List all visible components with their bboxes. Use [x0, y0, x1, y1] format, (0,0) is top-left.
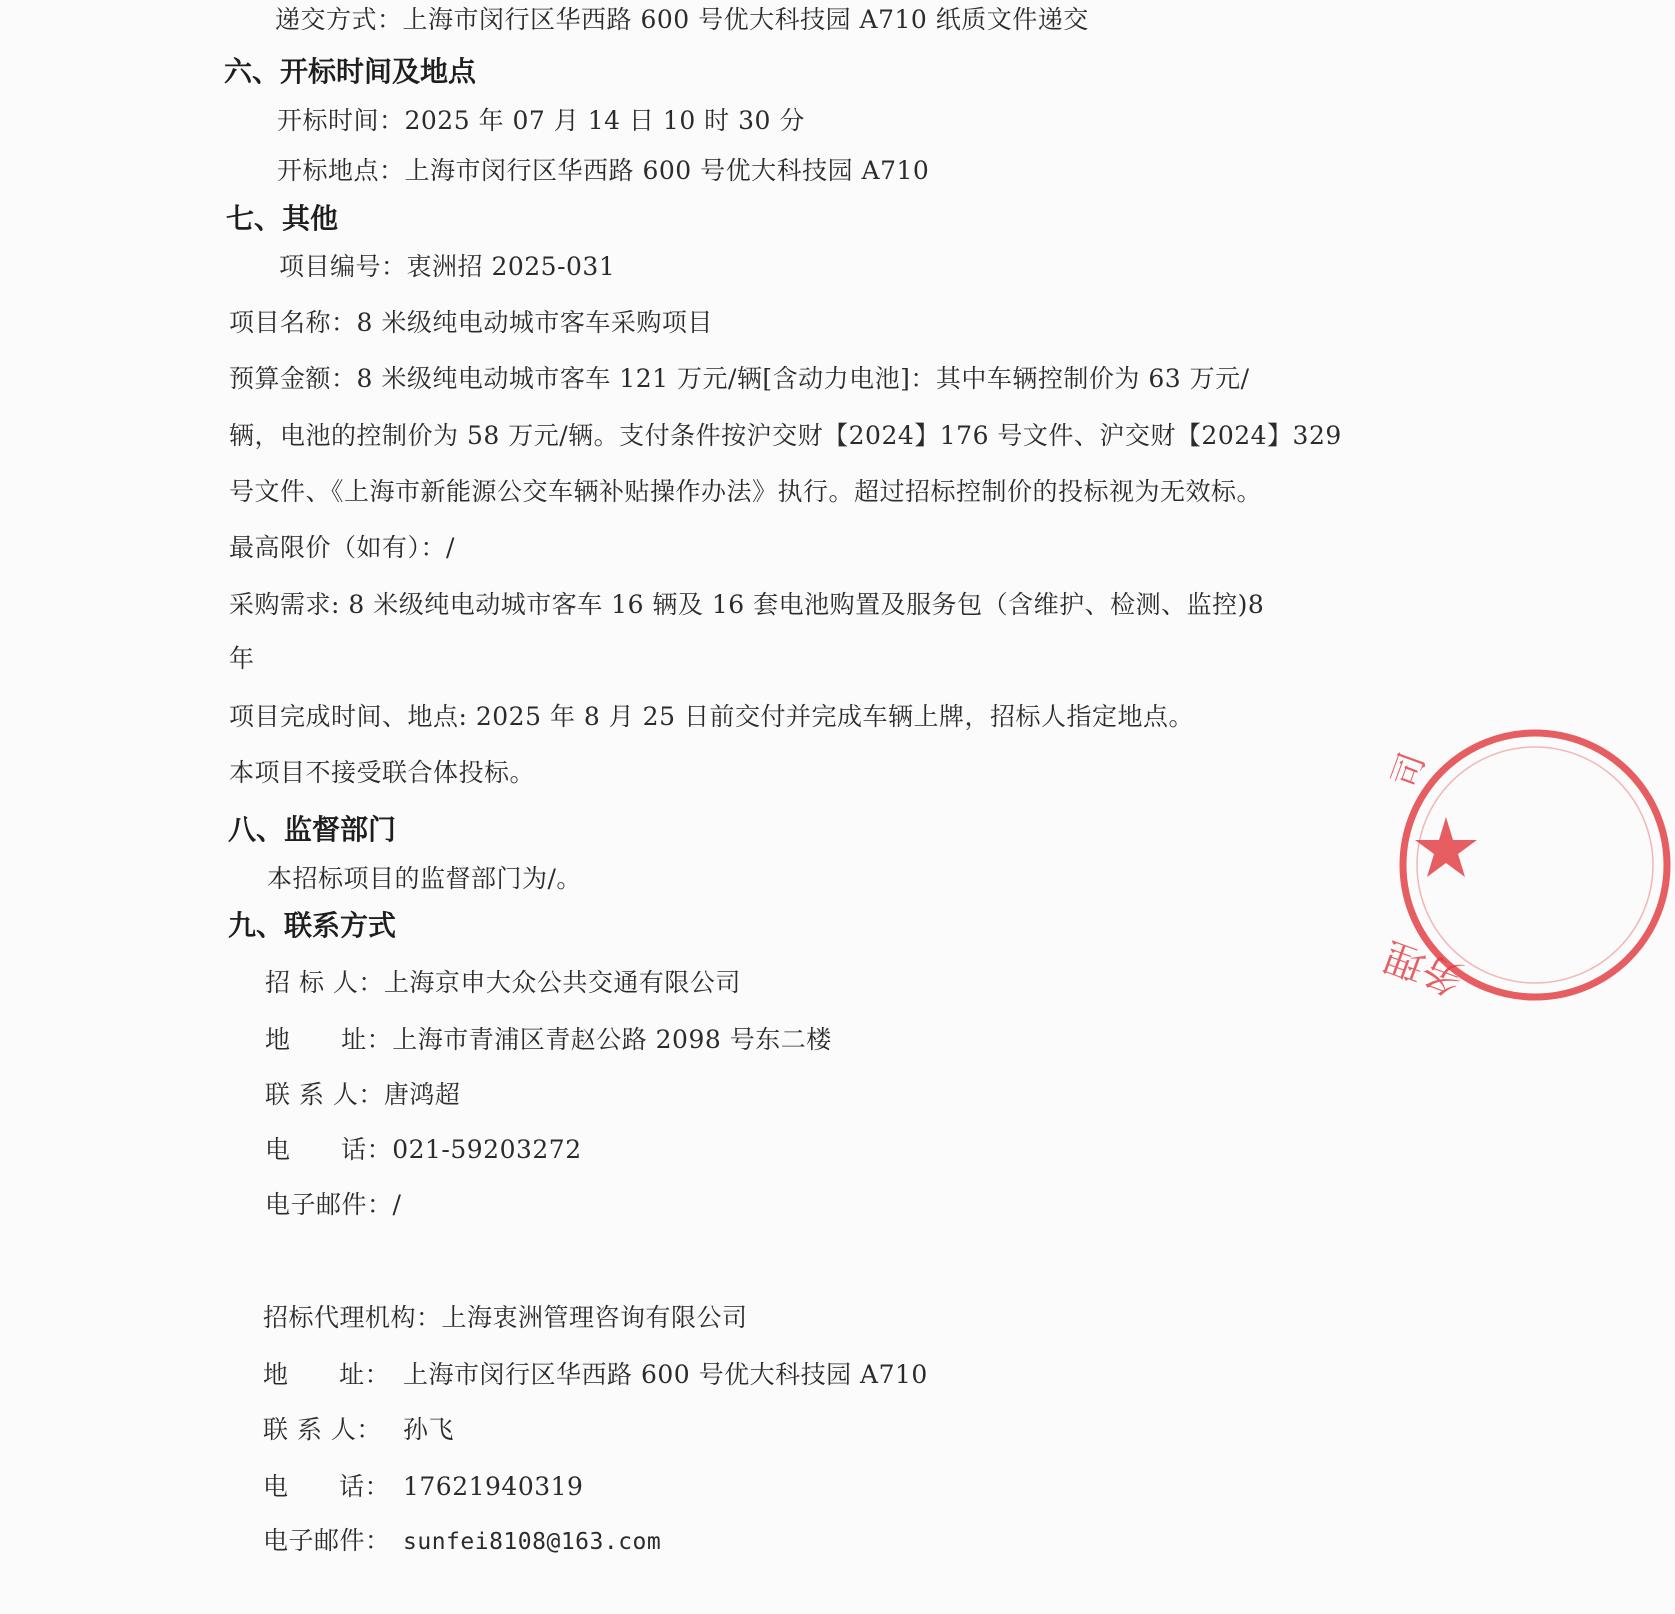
- tenderer-name: 上海京申大众公共交通有限公司: [383, 968, 741, 997]
- tenderer-address-row: [265, 1024, 832, 1056]
- budget-line-3: 号文件、《上海市新能源公交车辆补贴操作办法》执行。超过招标控制价的投标视为无效标。: [229, 477, 1263, 506]
- section-7-heading: 七、其他: [226, 202, 339, 235]
- tenderer-email: /: [392, 1190, 402, 1219]
- agency-phone: 17621940319: [403, 1472, 584, 1501]
- agency-contact-row: [263, 1414, 454, 1446]
- agency-email-row: [263, 1525, 661, 1558]
- tenderer-name-row: [265, 967, 741, 999]
- agency-email: sunfei8108@163.com: [403, 1529, 662, 1555]
- tenderer-address: 上海市青浦区青赵公路 2098 号东二楼: [392, 1025, 832, 1054]
- company-seal: [1378, 725, 1675, 1035]
- seal-text-fragment-2: 务理: [1378, 932, 1470, 1003]
- consortium-note: 本项目不接受联合体投标。: [229, 758, 536, 787]
- tenderer-email-label: 电子邮件：: [265, 1190, 393, 1219]
- supervision-text: 本招标项目的监督部门为/。: [267, 864, 582, 893]
- project-name: 项目名称：8 米级纯电动城市客车采购项目: [229, 308, 713, 337]
- opening-time: 开标时间：2025 年 07 月 14 日 10 时 30 分: [277, 106, 805, 135]
- demand-line-2: 年: [229, 644, 255, 673]
- agency-email-label: 电子邮件：: [263, 1526, 391, 1555]
- section-8-heading: 八、监督部门: [228, 813, 397, 846]
- tenderer-contact: 唐鸿超: [383, 1080, 461, 1109]
- opening-place: 开标地点：上海市闵行区华西路 600 号优大科技园 A710: [277, 156, 930, 185]
- tenderer-phone-row: [265, 1134, 582, 1166]
- tenderer-name-label: 招 标 人：: [265, 968, 384, 997]
- tenderer-phone-label: 电 话：: [265, 1135, 393, 1164]
- demand-line-1: 采购需求: 8 米级纯电动城市客车 16 辆及 16 套电池购置及服务包（含维护、检测、监控)8: [229, 590, 1265, 619]
- agency-phone-row: [263, 1471, 583, 1503]
- budget-line-1: 预算金额：8 米级纯电动城市客车 121 万元/辆[含动力电池]：其中车辆控制价为 63 万元/: [229, 364, 1250, 393]
- max-price: 最高限价（如有）：/: [229, 533, 455, 562]
- tenderer-address-label: 地 址：: [265, 1025, 393, 1054]
- budget-line-2: 辆，电池的控制价为 58 万元/辆。支付条件按沪交财【2024】176 号文件、沪交财【2024】329: [229, 421, 1342, 450]
- agency-contact: 孙飞: [403, 1415, 455, 1444]
- agency-address-label: 地 址：: [263, 1360, 391, 1389]
- seal-text-fragment-1: 司: [1384, 747, 1434, 794]
- section-9-heading: 九、联系方式: [228, 909, 397, 942]
- agency-contact-label: 联 系 人：: [263, 1415, 382, 1444]
- section-6-heading: 六、开标时间及地点: [224, 55, 477, 88]
- tenderer-phone: 021-59203272: [392, 1135, 582, 1164]
- agency-phone-label: 电 话：: [263, 1472, 391, 1501]
- project-number: 项目编号：衷洲招 2025-031: [279, 252, 616, 281]
- tenderer-contact-label: 联 系 人：: [265, 1080, 384, 1109]
- delivery-method: 递交方式：上海市闵行区华西路 600 号优大科技园 A710 纸质文件递交: [275, 5, 1089, 34]
- agency-address-row: [263, 1359, 928, 1391]
- agency-address: 上海市闵行区华西路 600 号优大科技园 A710: [403, 1360, 928, 1389]
- tenderer-contact-row: [265, 1079, 460, 1111]
- agency-name-label: 招标代理机构：: [263, 1303, 442, 1332]
- completion-time-place: 项目完成时间、地点: 2025 年 8 月 25 日前交付并完成车辆上牌，招标人指定地点。: [229, 702, 1194, 731]
- tenderer-email-row: [265, 1189, 401, 1221]
- agency-name-row: [263, 1302, 748, 1334]
- agency-name: 上海衷洲管理咨询有限公司: [441, 1303, 748, 1332]
